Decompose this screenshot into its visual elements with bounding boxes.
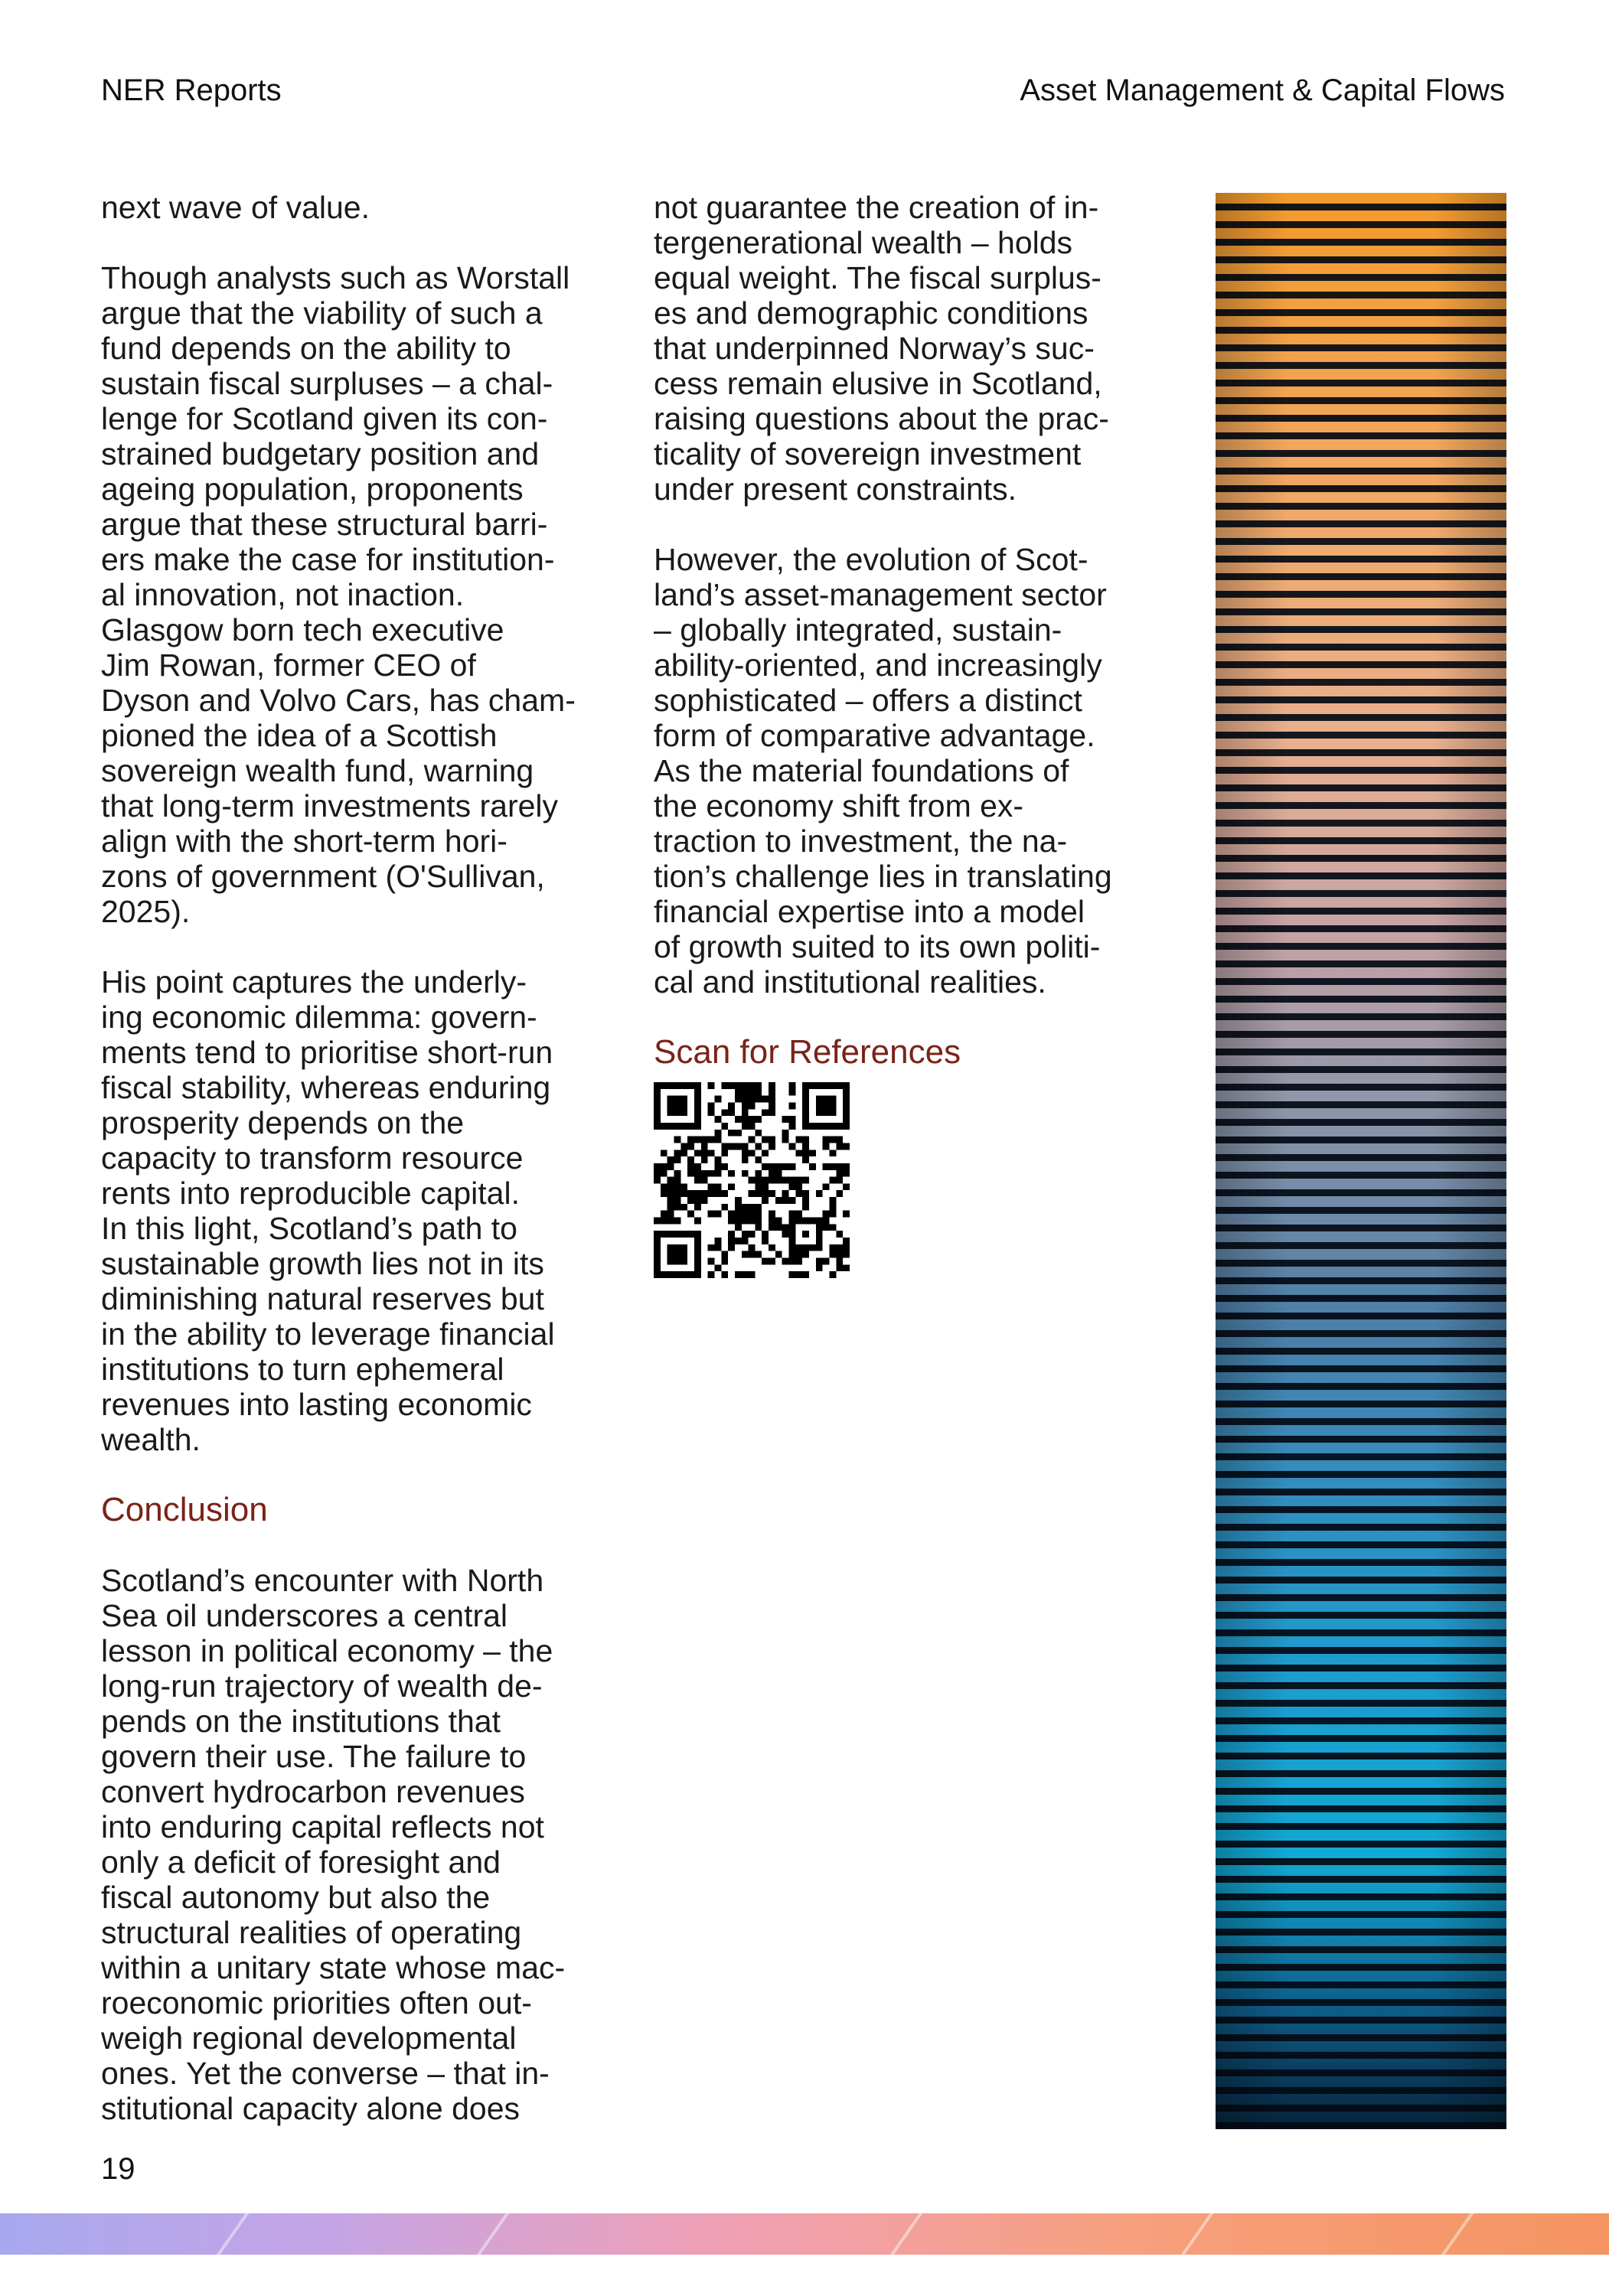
paragraph-conclusion [101, 1563, 622, 2126]
text-line: of growth suited to its own politi- [654, 929, 1101, 964]
text-line: pends on the institutions that [101, 1704, 501, 1739]
text-line: form of comparative advantage. [654, 718, 1095, 753]
text-line: sustain fiscal surpluses – a chal- [101, 366, 553, 401]
text-line: fiscal autonomy but also the [101, 1880, 491, 1915]
text-line: sustainable growth lies not in its [101, 1246, 544, 1281]
text-line: cal and institutional realities. [654, 964, 1046, 1000]
paragraph-intro-fragment [101, 190, 622, 225]
text-line: into enduring capital reflects not [101, 1809, 544, 1844]
paragraph-asset-management [654, 542, 1190, 1000]
text-line: Scotland’s encounter with North [101, 1563, 544, 1598]
text-line: ing economic dilemma: govern- [101, 1000, 537, 1035]
article-column-left [101, 190, 622, 2126]
text-line: However, the evolution of Scot- [654, 542, 1088, 577]
text-line: lesson in political economy – the [101, 1633, 553, 1668]
text-line: cess remain elusive in Scotland, [654, 366, 1102, 401]
text-line: Glasgow born tech executive [101, 612, 504, 647]
text-line: raising questions about the prac- [654, 401, 1109, 436]
text-line: tion’s challenge lies in translating [654, 859, 1112, 894]
text-line: not guarantee the creation of in- [654, 190, 1099, 225]
text-line: revenues into lasting economic [101, 1387, 532, 1422]
text-line: stitutional capacity alone does [101, 2091, 521, 2126]
text-line: within a unitary state whose mac- [101, 1950, 566, 1985]
footer-color-band [0, 2213, 1609, 2255]
text-line: govern their use. The failure to [101, 1739, 527, 1774]
text-line: weigh regional developmental [101, 2020, 517, 2056]
text-line: fund depends on the ability to [101, 331, 511, 366]
text-line: – globally integrated, sustain- [654, 612, 1062, 647]
text-line: financial expertise into a model [654, 894, 1085, 929]
text-line: Jim Rowan, former CEO of [101, 647, 476, 683]
references-qr-code[interactable] [654, 1082, 850, 1278]
text-line: Dyson and Volvo Cars, has cham- [101, 683, 576, 718]
text-line: only a deficit of foresight and [101, 1844, 501, 1880]
paragraph-worstall [101, 260, 622, 929]
text-line: strained budgetary position and [101, 436, 540, 471]
text-line: es and demographic conditions [654, 295, 1088, 331]
text-line: argue that these structural barri- [101, 507, 548, 542]
text-line: the economy shift from ex- [654, 788, 1024, 823]
text-line: sophisticated – offers a distinct [654, 683, 1082, 718]
text-line: traction to investment, the na- [654, 823, 1068, 859]
text-line: His point captures the underly- [101, 964, 527, 1000]
section-title: Asset Management & Capital Flows [1020, 73, 1505, 107]
text-line: In this light, Scotland’s path to [101, 1211, 517, 1246]
text-line: ones. Yet the converse – that in- [101, 2056, 550, 2091]
text-line: argue that the viability of such a [101, 295, 543, 331]
text-line: that long-term investments rarely [101, 788, 559, 823]
text-line: 2025). [101, 894, 191, 929]
text-line: tergenerational wealth – holds [654, 225, 1073, 260]
scan-references-heading: Scan for References [654, 1033, 961, 1071]
conclusion-heading: Conclusion [101, 1491, 268, 1528]
publication-name: NER Reports [101, 73, 282, 107]
text-line: ability-oriented, and increasingly [654, 647, 1102, 683]
text-line: convert hydrocarbon revenues [101, 1774, 525, 1809]
text-line: lenge for Scotland given its con- [101, 401, 548, 436]
text-line: Sea oil underscores a central [101, 1598, 508, 1633]
text-line: institutions to turn ephemeral [101, 1352, 504, 1387]
text-line: that underpinned Norway’s suc- [654, 331, 1095, 366]
text-line: ments tend to prioritise short-run [101, 1035, 553, 1070]
text-line: diminishing natural reserves but [101, 1281, 544, 1316]
text-line: zons of government (O'Sullivan, [101, 859, 545, 894]
text-line: align with the short-term hori- [101, 823, 508, 859]
image-vignette [1216, 193, 1506, 2129]
text-line: land’s asset-management sector [654, 577, 1107, 612]
text-line: Though analysts such as Worstall [101, 260, 570, 295]
text-line: wealth. [101, 1422, 201, 1457]
text-line: ageing population, proponents [101, 471, 524, 507]
text-line: rents into reproducible capital. [101, 1176, 520, 1211]
text-line: next wave of value. [101, 190, 370, 225]
text-line: long-run trajectory of wealth de- [101, 1668, 543, 1704]
text-line: roeconomic priorities often out- [101, 1985, 532, 2020]
text-line: fiscal stability, whereas enduring [101, 1070, 551, 1105]
text-line: equal weight. The fiscal surplus- [654, 260, 1101, 295]
text-line: ers make the case for institution- [101, 542, 555, 577]
article-column-middle [654, 190, 1190, 1278]
text-line: ticality of sovereign investment [654, 436, 1082, 471]
text-line: prosperity depends on the [101, 1105, 465, 1140]
text-line: As the material foundations of [654, 753, 1069, 788]
text-line: sovereign wealth fund, warning [101, 753, 534, 788]
text-line: al innovation, not inaction. [101, 577, 465, 612]
decorative-striped-image [1216, 193, 1506, 2129]
text-line: pioned the idea of a Scottish [101, 718, 498, 753]
text-line: structural realities of operating [101, 1915, 522, 1950]
text-line: capacity to transform resource [101, 1140, 524, 1176]
paragraph-dilemma [101, 964, 622, 1457]
paragraph-norway [654, 190, 1190, 507]
text-line: under present constraints. [654, 471, 1017, 507]
page-number: 19 [101, 2152, 135, 2186]
text-line: in the ability to leverage financial [101, 1316, 555, 1352]
